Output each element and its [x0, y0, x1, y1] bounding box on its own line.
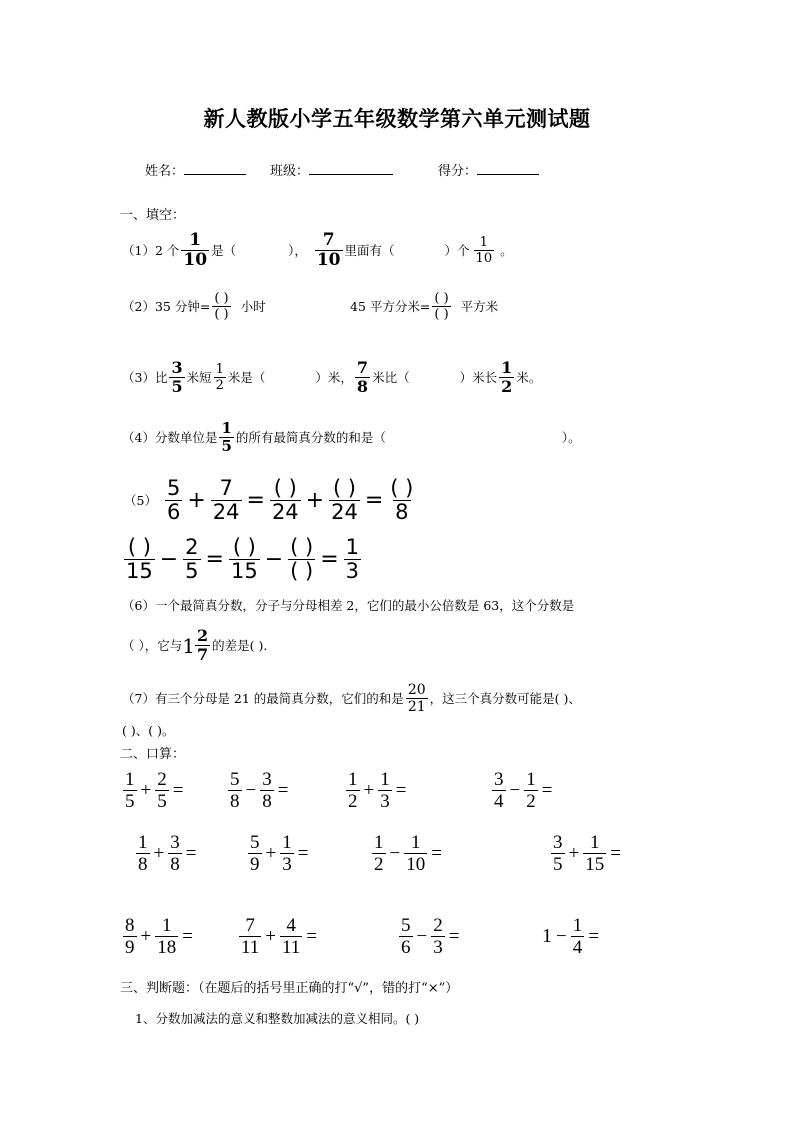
calc-fraction-b [431, 916, 445, 957]
question-7-line1 [122, 683, 581, 714]
calc-fraction-b-den: 10 [406, 854, 426, 875]
q6-f-num: 2 [196, 626, 209, 645]
question-2-left [122, 292, 266, 321]
q4-f-num: 1 [221, 419, 232, 437]
q5-op-minus2: − [264, 546, 284, 572]
q5-f-den: 15 [126, 559, 153, 583]
calc-fraction-a [123, 916, 137, 957]
calc-fraction-a-num: 1 [125, 769, 135, 790]
q1-text5: ）个 [444, 242, 470, 258]
q1-text3: ）， [288, 242, 307, 258]
question-3 [122, 360, 541, 395]
q3-text1: （3）比 [122, 369, 168, 385]
calc-fraction-b [155, 916, 178, 957]
calc-operator: + [568, 842, 580, 864]
q1-frac1 [181, 232, 209, 269]
calc-equals: = [588, 925, 599, 947]
calc-fraction-b [280, 916, 302, 957]
q5-i-den: ( ) [290, 559, 314, 583]
q5-frac-d[interactable] [329, 478, 360, 523]
q5-b-num: 7 [219, 476, 233, 500]
q4-text1: （4）分数单位是 [122, 429, 218, 445]
calc-fraction-a [239, 916, 261, 957]
calc-fraction-b-num: 4 [286, 915, 296, 936]
calc-operator: − [509, 779, 521, 801]
q5-c-den: 24 [271, 500, 299, 524]
q5-frac-i[interactable] [288, 537, 315, 582]
calc-fraction-a-num: 1 [138, 832, 148, 853]
calc-fraction-b-den: 3 [433, 937, 443, 958]
calc-equals: = [395, 779, 407, 801]
calc-operator: + [140, 925, 152, 947]
calc-equals: = [306, 925, 318, 947]
q5-j-num: 1 [345, 535, 360, 559]
calc-fraction-a-num: 3 [553, 832, 563, 853]
q3-f4-den: 2 [501, 377, 513, 396]
calc-fraction-b [571, 916, 585, 957]
question-6-line1: （6）一个最简真分数，分子与分母相差 2，它们的最小公倍数是 63，这个分数是 [122, 598, 575, 613]
calc-operator: + [265, 842, 277, 864]
calc-operator: + [140, 779, 152, 801]
calc-fraction-b [168, 833, 182, 874]
calc-fraction-a [346, 770, 360, 811]
q6-text1: （ ），它与 [122, 637, 183, 653]
calc-item [370, 833, 464, 874]
q5-e-num: ( ) [390, 476, 414, 500]
calc-item [397, 916, 481, 957]
q7-text1: （7）有三个分母是 21 的最简真分数，它们的和是 [122, 690, 404, 706]
page-title: 新人教版小学五年级数学第六单元测试题 [203, 106, 591, 131]
q3-frac1 [169, 360, 184, 395]
calc-operator: + [265, 925, 277, 947]
q2-right-frac[interactable] [432, 292, 450, 321]
question-1 [122, 232, 513, 269]
q2-right-unit: 平方米 [460, 298, 499, 314]
calc-fraction-b-den: 18 [157, 937, 177, 958]
q5-op-plus2: + [305, 487, 325, 513]
name-field [145, 160, 246, 179]
q5-d-num: ( ) [332, 476, 356, 500]
calc-item [237, 916, 339, 957]
q3-f1-num: 3 [171, 358, 183, 377]
q1-f3-den: 10 [475, 251, 493, 266]
q1-f1-num: 1 [189, 230, 202, 250]
q3-f2-den: 2 [215, 378, 224, 393]
q1-f1-den: 10 [183, 250, 208, 270]
q3-frac2 [214, 363, 226, 392]
score-label: 得分： [438, 164, 478, 179]
name-blank[interactable] [184, 160, 246, 175]
q3-text2: 米短 [186, 369, 212, 385]
q3-text7: 米。 [516, 369, 542, 385]
score-blank[interactable] [477, 160, 539, 175]
calc-fraction-b-den: 4 [572, 937, 583, 958]
calc-fraction-b-num: 3 [170, 832, 180, 853]
q4-frac [219, 421, 233, 454]
calc-fraction-b-num: 1 [589, 832, 600, 853]
calc-item [490, 770, 574, 811]
calc-whole-number: 1 [542, 925, 552, 947]
question-4 [122, 421, 581, 454]
calc-fraction-b-num: 1 [380, 769, 390, 790]
q5-g-den: 5 [185, 559, 199, 583]
calc-item [344, 770, 428, 811]
calc-fraction-a [136, 833, 150, 874]
q6-frac [195, 628, 210, 663]
q5-frac-c[interactable] [270, 478, 301, 523]
calc-fraction-a-num: 7 [245, 915, 255, 936]
calc-item [121, 770, 205, 811]
q7-text2: ，这三个真分数可能是( )、 [429, 690, 581, 706]
calc-item [121, 916, 215, 957]
q5-i-num: ( ) [290, 535, 314, 559]
calc-fraction-b [404, 833, 427, 874]
q5-frac-f[interactable] [124, 537, 155, 582]
calc-fraction-a-den: 5 [125, 791, 135, 812]
calc-item [540, 916, 621, 957]
calc-fraction-b-num: 1 [410, 832, 421, 853]
calc-operator: − [416, 925, 428, 947]
q5-op-minus1: − [159, 546, 179, 572]
calc-equals: = [185, 842, 197, 864]
calc-fraction-a [492, 770, 506, 811]
q2-left-frac[interactable] [212, 292, 230, 321]
q5-a-den: 6 [166, 500, 181, 524]
calc-fraction-b-num: 1 [526, 769, 536, 790]
q2-left-den: ( ) [214, 307, 229, 322]
calc-fraction-b [260, 770, 274, 811]
q2-right-text: 45 平方分米= [350, 298, 431, 314]
q2-right-den: ( ) [434, 307, 449, 322]
judge-question-1: 1、分数加减法的意义和整数加减法的意义相同。( ) [135, 1011, 420, 1026]
q1-text6: 。 [500, 242, 513, 258]
question-6-line2 [122, 628, 267, 663]
q1-f3-num: 1 [479, 235, 488, 250]
q5-op-plus1: + [187, 487, 206, 513]
section1-heading: 一、填空： [120, 208, 186, 223]
q5-frac-b [211, 478, 242, 523]
calc-fraction-b-num: 1 [572, 915, 583, 936]
q1-text2: 是（ [211, 242, 237, 258]
calc-fraction-b [280, 833, 294, 874]
q3-frac3 [355, 360, 370, 395]
calc-fraction-a-num: 1 [374, 832, 384, 853]
q3-text5: 米比（ [372, 369, 410, 385]
q5-h-num: ( ) [232, 535, 256, 559]
calc-fraction-b-num: 2 [157, 769, 167, 790]
calc-operator: + [153, 842, 165, 864]
q3-f3-num: 7 [356, 358, 369, 377]
calc-fraction-b-num: 3 [262, 769, 272, 790]
q7-f-den: 21 [407, 699, 426, 715]
q3-text6: ）米长 [459, 369, 498, 385]
question-5-line1 [124, 478, 417, 523]
q5-e-den: 8 [395, 500, 409, 524]
calc-equals: = [182, 925, 193, 947]
calc-fraction-a-num: 3 [494, 769, 504, 790]
q1-frac3 [474, 236, 495, 265]
q7-frac [406, 683, 428, 714]
calc-fraction-a-den: 8 [230, 791, 240, 812]
section3-heading: 三、判断题：（在题后的括号里正确的打“√”，错的打“×”） [120, 981, 459, 996]
q2-right-num: ( ) [434, 291, 449, 306]
q3-f1-den: 5 [171, 377, 183, 396]
calc-fraction-a-den: 9 [125, 937, 135, 958]
calc-fraction-b-den: 15 [585, 854, 605, 875]
calc-fraction-b-den: 8 [262, 791, 272, 812]
calc-fraction-b-den: 3 [380, 791, 390, 812]
calc-fraction-a [248, 833, 262, 874]
question-2-right [350, 292, 498, 321]
q2-left-unit: 小时 [240, 298, 266, 314]
q2-left-num: ( ) [214, 291, 229, 306]
q5-frac-a [165, 478, 182, 523]
calc-fraction-b-num: 1 [282, 832, 292, 853]
calc-operator: − [389, 842, 401, 864]
class-blank[interactable] [309, 160, 393, 175]
q3-f2-num: 1 [215, 362, 224, 377]
q5-h-den: 15 [230, 559, 258, 583]
question-5-line2 [122, 537, 363, 582]
calc-equals: = [431, 842, 442, 864]
class-label: 班级： [270, 164, 310, 179]
calc-equals: = [541, 779, 553, 801]
q7-f-num: 20 [407, 682, 426, 698]
q3-text3: 米是（ [227, 369, 266, 385]
q3-f3-den: 8 [356, 377, 369, 396]
calc-item [226, 770, 310, 811]
calc-equals: = [172, 779, 184, 801]
q3-f4-num: 1 [501, 358, 513, 377]
calc-fraction-a-den: 11 [241, 937, 260, 958]
calc-fraction-a [228, 770, 242, 811]
q2-left-text: （2）35 分钟= [122, 298, 211, 314]
calc-fraction-b [378, 770, 392, 811]
calc-operator: − [556, 925, 567, 947]
calc-equals: = [297, 842, 309, 864]
calc-fraction-a-den: 2 [348, 791, 358, 812]
q5-b-den: 24 [212, 500, 240, 524]
calc-equals: = [610, 842, 621, 864]
q5-frac-h[interactable] [229, 537, 260, 582]
q5-frac-e[interactable] [388, 478, 415, 523]
calc-fraction-a-den: 9 [250, 854, 260, 875]
calc-operator: − [245, 779, 257, 801]
calc-fraction-a-den: 6 [401, 937, 411, 958]
question-7-line2: ( )、( )。 [122, 723, 175, 738]
q6-f-den: 7 [196, 645, 209, 664]
section2-heading: 二、口算： [120, 747, 186, 762]
calc-fraction-b-den: 11 [282, 937, 301, 958]
calc-item [549, 833, 643, 874]
q5-c-num: ( ) [273, 476, 297, 500]
calc-fraction-a-num: 1 [348, 769, 358, 790]
q5-j-den: 3 [345, 559, 360, 583]
q5-op-eq1: = [246, 487, 265, 513]
calc-fraction-b-den: 8 [170, 854, 180, 875]
calc-equals: = [448, 925, 460, 947]
name-label: 姓名： [145, 164, 185, 179]
q5-a-num: 5 [166, 476, 181, 500]
q1-text4: 里面有（ [344, 242, 395, 258]
class-field [270, 160, 393, 179]
q6-text2: 的差是( ). [212, 637, 268, 653]
calc-fraction-b [583, 833, 606, 874]
calc-fraction-b-den: 5 [157, 791, 167, 812]
calc-fraction-a [399, 916, 413, 957]
calc-fraction-a [551, 833, 565, 874]
score-field [438, 160, 539, 179]
calc-fraction-a [123, 770, 137, 811]
calc-fraction-a-num: 5 [250, 832, 260, 853]
q4-text3: ）。 [561, 429, 581, 445]
calc-operator: + [363, 779, 375, 801]
calc-fraction-a-den: 8 [138, 854, 148, 875]
q5-d-den: 24 [331, 500, 358, 524]
q5-op-eq2: = [364, 487, 384, 513]
q3-text4: ）米， [315, 369, 353, 385]
q5-num: （5） [124, 492, 157, 508]
calc-fraction-b [155, 770, 169, 811]
q5-frac-g [183, 537, 200, 582]
calc-item [246, 833, 330, 874]
q1-f2-den: 10 [316, 250, 341, 270]
q1-frac2 [315, 232, 343, 269]
q5-f-num: ( ) [127, 535, 151, 559]
calc-item [134, 833, 218, 874]
calc-fraction-a-num: 5 [401, 915, 411, 936]
calc-fraction-a-num: 5 [230, 769, 240, 790]
calc-fraction-b-num: 2 [433, 915, 443, 936]
calc-fraction-b-den: 2 [526, 791, 536, 812]
q1-f2-num: 7 [322, 230, 335, 250]
q6-mixed-whole: 1 [182, 633, 195, 658]
calc-fraction-a [372, 833, 386, 874]
q5-frac-j [344, 537, 361, 582]
q5-op-eq3: = [205, 546, 224, 572]
calc-fraction-a-den: 4 [494, 791, 504, 812]
calc-fraction-a-num: 8 [125, 915, 135, 936]
calc-equals: = [277, 779, 289, 801]
calc-fraction-a-den: 5 [553, 854, 563, 875]
calc-fraction-b [524, 770, 538, 811]
q5-g-num: 2 [185, 535, 199, 559]
calc-fraction-b-num: 1 [161, 915, 172, 936]
calc-fraction-a-den: 2 [374, 854, 384, 875]
calc-fraction-b-den: 3 [282, 854, 292, 875]
q1-num: （1）2 个 [122, 242, 180, 258]
q4-text2: 的所有最简真分数的和是（ [235, 429, 386, 445]
q4-f-den: 5 [221, 437, 232, 455]
q5-op-eq4: = [320, 546, 339, 572]
q3-frac4 [499, 360, 514, 395]
